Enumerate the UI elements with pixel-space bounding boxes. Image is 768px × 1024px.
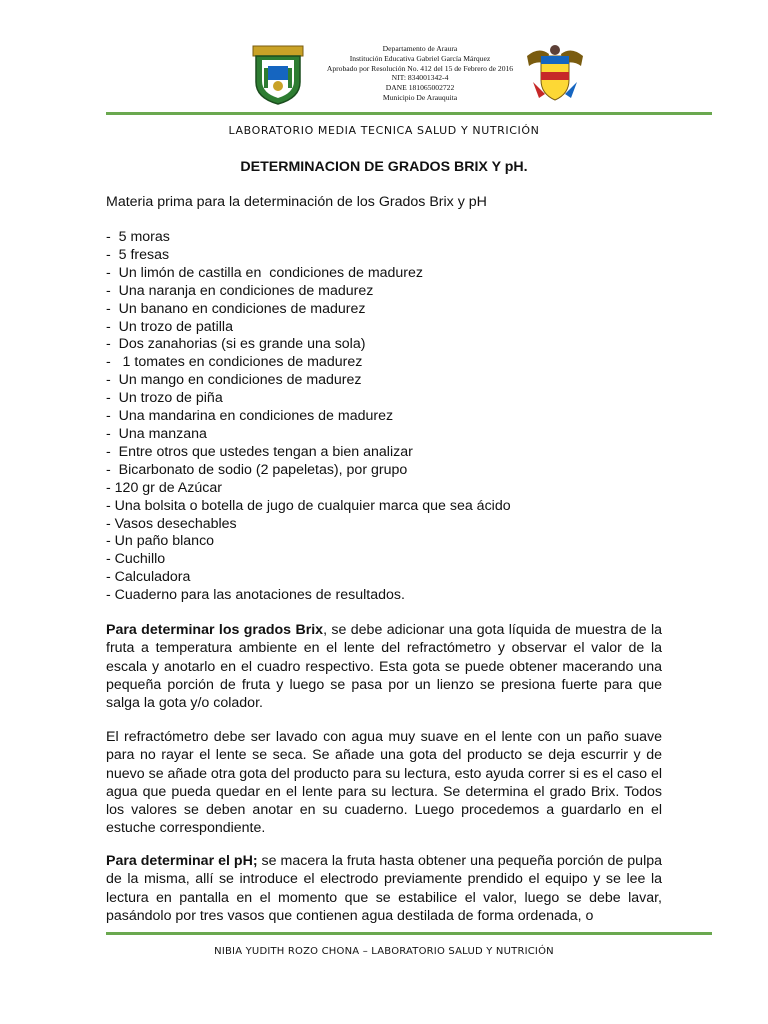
- list-item: - Bicarbonato de sodio (2 papeletas), por grupo: [106, 461, 408, 478]
- list-item: - Un banano en condiciones de madurez: [106, 300, 366, 317]
- ph-body: se macera la fruta hasta obtener una pequeña porción de pulpa de la misma, allí se introduce el electrodo previamente prendido el equipo y se lee la lectura en pantalla en el momento que se estabilice el valor, luego se debe lavar, pasándolo por tres vasos que contienen agua destilada de forma ordenada, o: [106, 853, 663, 924]
- brix-body: , se debe adicionar una gota líquida de muestra de la fruta a temperatura ambiente en el lente del refractómetro y observar el valor de la escala y anotarlo en el cuadro respectivo. Esta gota se puede obtener macerando una pequeña porción de fruta y luego se pasa por un lienzo se presiona fuerte para que salga la gota y/o colador.: [106, 622, 662, 712]
- list-item: - Una bolsita o botella de jugo de cualquier marca que sea ácido: [106, 497, 511, 514]
- institution-header: [290, 44, 550, 103]
- header-municipality: Municipio De Arauquita: [382, 92, 458, 102]
- list-item: - Una mandarina en condiciones de madurez: [106, 408, 394, 425]
- materials-list: [106, 229, 511, 605]
- lab-title: LABORATORIO MEDIA TECNICA SALUD Y NUTRICIÓN: [228, 124, 540, 137]
- list-item: - Vasos desechables: [106, 515, 237, 532]
- list-item: - Una naranja en condiciones de madurez: [106, 282, 374, 299]
- header-dane: DANE 181065002722: [385, 83, 455, 93]
- list-item: - Cuaderno para las anotaciones de resultados.: [106, 587, 405, 604]
- list-item: - Calculadora: [106, 569, 191, 586]
- list-item: - Entre otros que ustedes tengan a bien analizar: [106, 443, 413, 460]
- list-item: - Un paño blanco: [106, 533, 215, 550]
- list-item: - 120 gr de Azúcar: [106, 479, 222, 496]
- list-item: - Dos zanahorias (si es grande una sola): [106, 336, 366, 353]
- list-item: - Un limón de castilla en condiciones de madurez: [106, 264, 424, 281]
- brix-paragraph: [106, 621, 662, 712]
- list-item: - 5 moras: [106, 229, 170, 245]
- list-item: - Un mango en condiciones de madurez: [106, 372, 362, 389]
- intro-text: Materia prima para la determinación de los Grados Brix y pH: [106, 194, 487, 210]
- brix-heading: Para determinar los grados Brix: [106, 622, 324, 638]
- header-resolution: Aprobado por Resolución No. 412 del 15 de Febrero de 2016: [326, 63, 514, 73]
- header-nit: NIT: 834001342-4: [391, 73, 449, 83]
- footer-rule: [106, 932, 712, 935]
- header-institution: Institución Educativa Gabriel García Márquez: [349, 53, 491, 63]
- refractometer-paragraph: El refractómetro debe ser lavado con agua muy suave en el lente con un paño suave para no rayar el lente se seca. Se añade una gota del producto se deja escurrir y de nuevo se añade otra gota del producto para su lectura, esto ayuda correr si es el caso el agua que pueda quedar en el lente para su lectura. Se determina el grado Brix. Todos los valores se deben anotar en su cuaderno. Luego procedemos a guardarlo en el estuche correspondiente.: [106, 729, 663, 837]
- document-title: DETERMINACION DE GRADOS BRIX Y pH.: [240, 159, 528, 175]
- list-item: - 5 fresas: [106, 246, 170, 263]
- list-item: - 1 tomates en condiciones de madurez: [106, 354, 363, 371]
- ph-heading: Para determinar el pH;: [106, 853, 258, 869]
- list-item: - Un trozo de patilla: [106, 318, 233, 335]
- list-item: - Un trozo de piña: [106, 390, 223, 407]
- header-rule: [106, 112, 712, 115]
- ph-paragraph: [106, 852, 662, 925]
- department-coat-of-arms-logo: [525, 42, 585, 104]
- header-department: Departamento de Araura: [382, 44, 458, 53]
- list-item: - Una manzana: [106, 425, 207, 442]
- page-footer: NIBIA YUDITH ROZO CHONA – LABORATORIO SALUD Y NUTRICIÓN: [214, 946, 554, 957]
- list-item: - Cuchillo: [106, 551, 166, 568]
